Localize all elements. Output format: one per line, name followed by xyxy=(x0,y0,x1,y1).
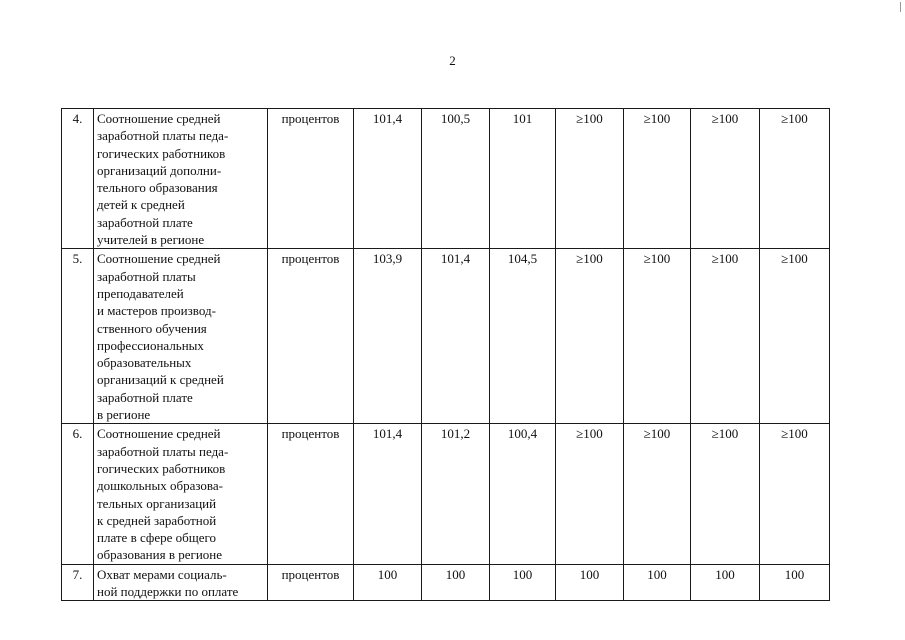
indicator-line: профессиональных xyxy=(97,337,204,353)
indicators-table xyxy=(61,108,830,601)
value-cell: 100 xyxy=(624,564,691,601)
value-cell: ≥100 xyxy=(760,424,830,564)
row-number: 4. xyxy=(62,109,94,249)
indicator-line: ной поддержки по оплате xyxy=(97,584,239,600)
indicator-line: Соотношение средней xyxy=(97,426,221,442)
table-row xyxy=(62,424,830,564)
value-cell: ≥100 xyxy=(624,249,691,424)
value-cell: ≥100 xyxy=(624,424,691,564)
value-cell: 100 xyxy=(354,564,422,601)
value-cell: 100 xyxy=(490,564,556,601)
value-cell: 100 xyxy=(760,564,830,601)
value-cell: 101 xyxy=(490,109,556,249)
indicator-line: заработной платы педа- xyxy=(97,443,229,459)
indicator-line: заработной плате xyxy=(97,214,193,230)
value-cell: 100 xyxy=(691,564,760,601)
indicator-line: учителей в регионе xyxy=(97,232,205,248)
unit-cell: процентов xyxy=(268,249,354,424)
row-number: 6. xyxy=(62,424,94,564)
indicator-line: в регионе xyxy=(97,407,151,423)
table-row xyxy=(62,564,830,601)
indicator-line: гогических работников xyxy=(97,145,226,161)
value-cell: 101,4 xyxy=(422,249,490,424)
indicator-line: образования в регионе xyxy=(97,547,222,563)
value-cell: ≥100 xyxy=(556,249,624,424)
value-cell: 101,4 xyxy=(354,424,422,564)
value-cell: ≥100 xyxy=(760,109,830,249)
value-cell: ≥100 xyxy=(760,249,830,424)
indicator-line: детей к средней xyxy=(97,197,185,213)
page-edge-mark xyxy=(900,2,901,12)
indicator-line: организаций к средней xyxy=(97,372,224,388)
value-cell: 101,4 xyxy=(354,109,422,249)
indicator-line: заработной платы педа- xyxy=(97,128,229,144)
value-cell: ≥100 xyxy=(556,109,624,249)
indicator-line: и мастеров производ- xyxy=(97,303,216,319)
indicator-line: Соотношение средней xyxy=(97,111,221,126)
value-cell: ≥100 xyxy=(691,424,760,564)
indicator-name xyxy=(94,424,268,564)
unit-cell: процентов xyxy=(268,424,354,564)
indicator-name xyxy=(94,564,268,601)
indicator-line: заработной платы xyxy=(97,268,196,284)
indicator-line: ственного обучения xyxy=(97,320,207,336)
indicator-line: образовательных xyxy=(97,355,192,371)
value-cell: ≥100 xyxy=(556,424,624,564)
row-number: 5. xyxy=(62,249,94,424)
indicator-line: Соотношение средней xyxy=(97,251,221,267)
indicator-name xyxy=(94,109,268,249)
value-cell: 100,4 xyxy=(490,424,556,564)
indicator-line: плате в сфере общего xyxy=(97,530,217,546)
value-cell: 100,5 xyxy=(422,109,490,249)
indicator-line: заработной плате xyxy=(97,389,193,405)
indicator-line: тельных организаций xyxy=(97,495,217,511)
value-cell: 103,9 xyxy=(354,249,422,424)
table-row xyxy=(62,249,830,424)
indicator-line: преподавателей xyxy=(97,285,184,301)
value-cell: 101,2 xyxy=(422,424,490,564)
value-cell: ≥100 xyxy=(691,109,760,249)
value-cell: 104,5 xyxy=(490,249,556,424)
unit-cell: процентов xyxy=(268,109,354,249)
row-number: 7. xyxy=(62,564,94,601)
indicator-line: Охват мерами социаль- xyxy=(97,566,227,582)
value-cell: 100 xyxy=(556,564,624,601)
indicator-line: дошкольных образова- xyxy=(97,478,223,494)
value-cell: ≥100 xyxy=(624,109,691,249)
page-number: 2 xyxy=(449,53,456,68)
value-cell: ≥100 xyxy=(691,249,760,424)
indicator-line: организаций дополни- xyxy=(97,162,222,178)
indicator-line: гогических работников xyxy=(97,460,226,476)
value-cell: 100 xyxy=(422,564,490,601)
indicator-line: к средней заработной xyxy=(97,512,217,528)
indicator-name xyxy=(94,249,268,424)
table-row xyxy=(62,109,830,249)
unit-cell: процентов xyxy=(268,564,354,601)
table-body xyxy=(62,109,830,601)
indicator-line: тельного образования xyxy=(97,180,218,196)
